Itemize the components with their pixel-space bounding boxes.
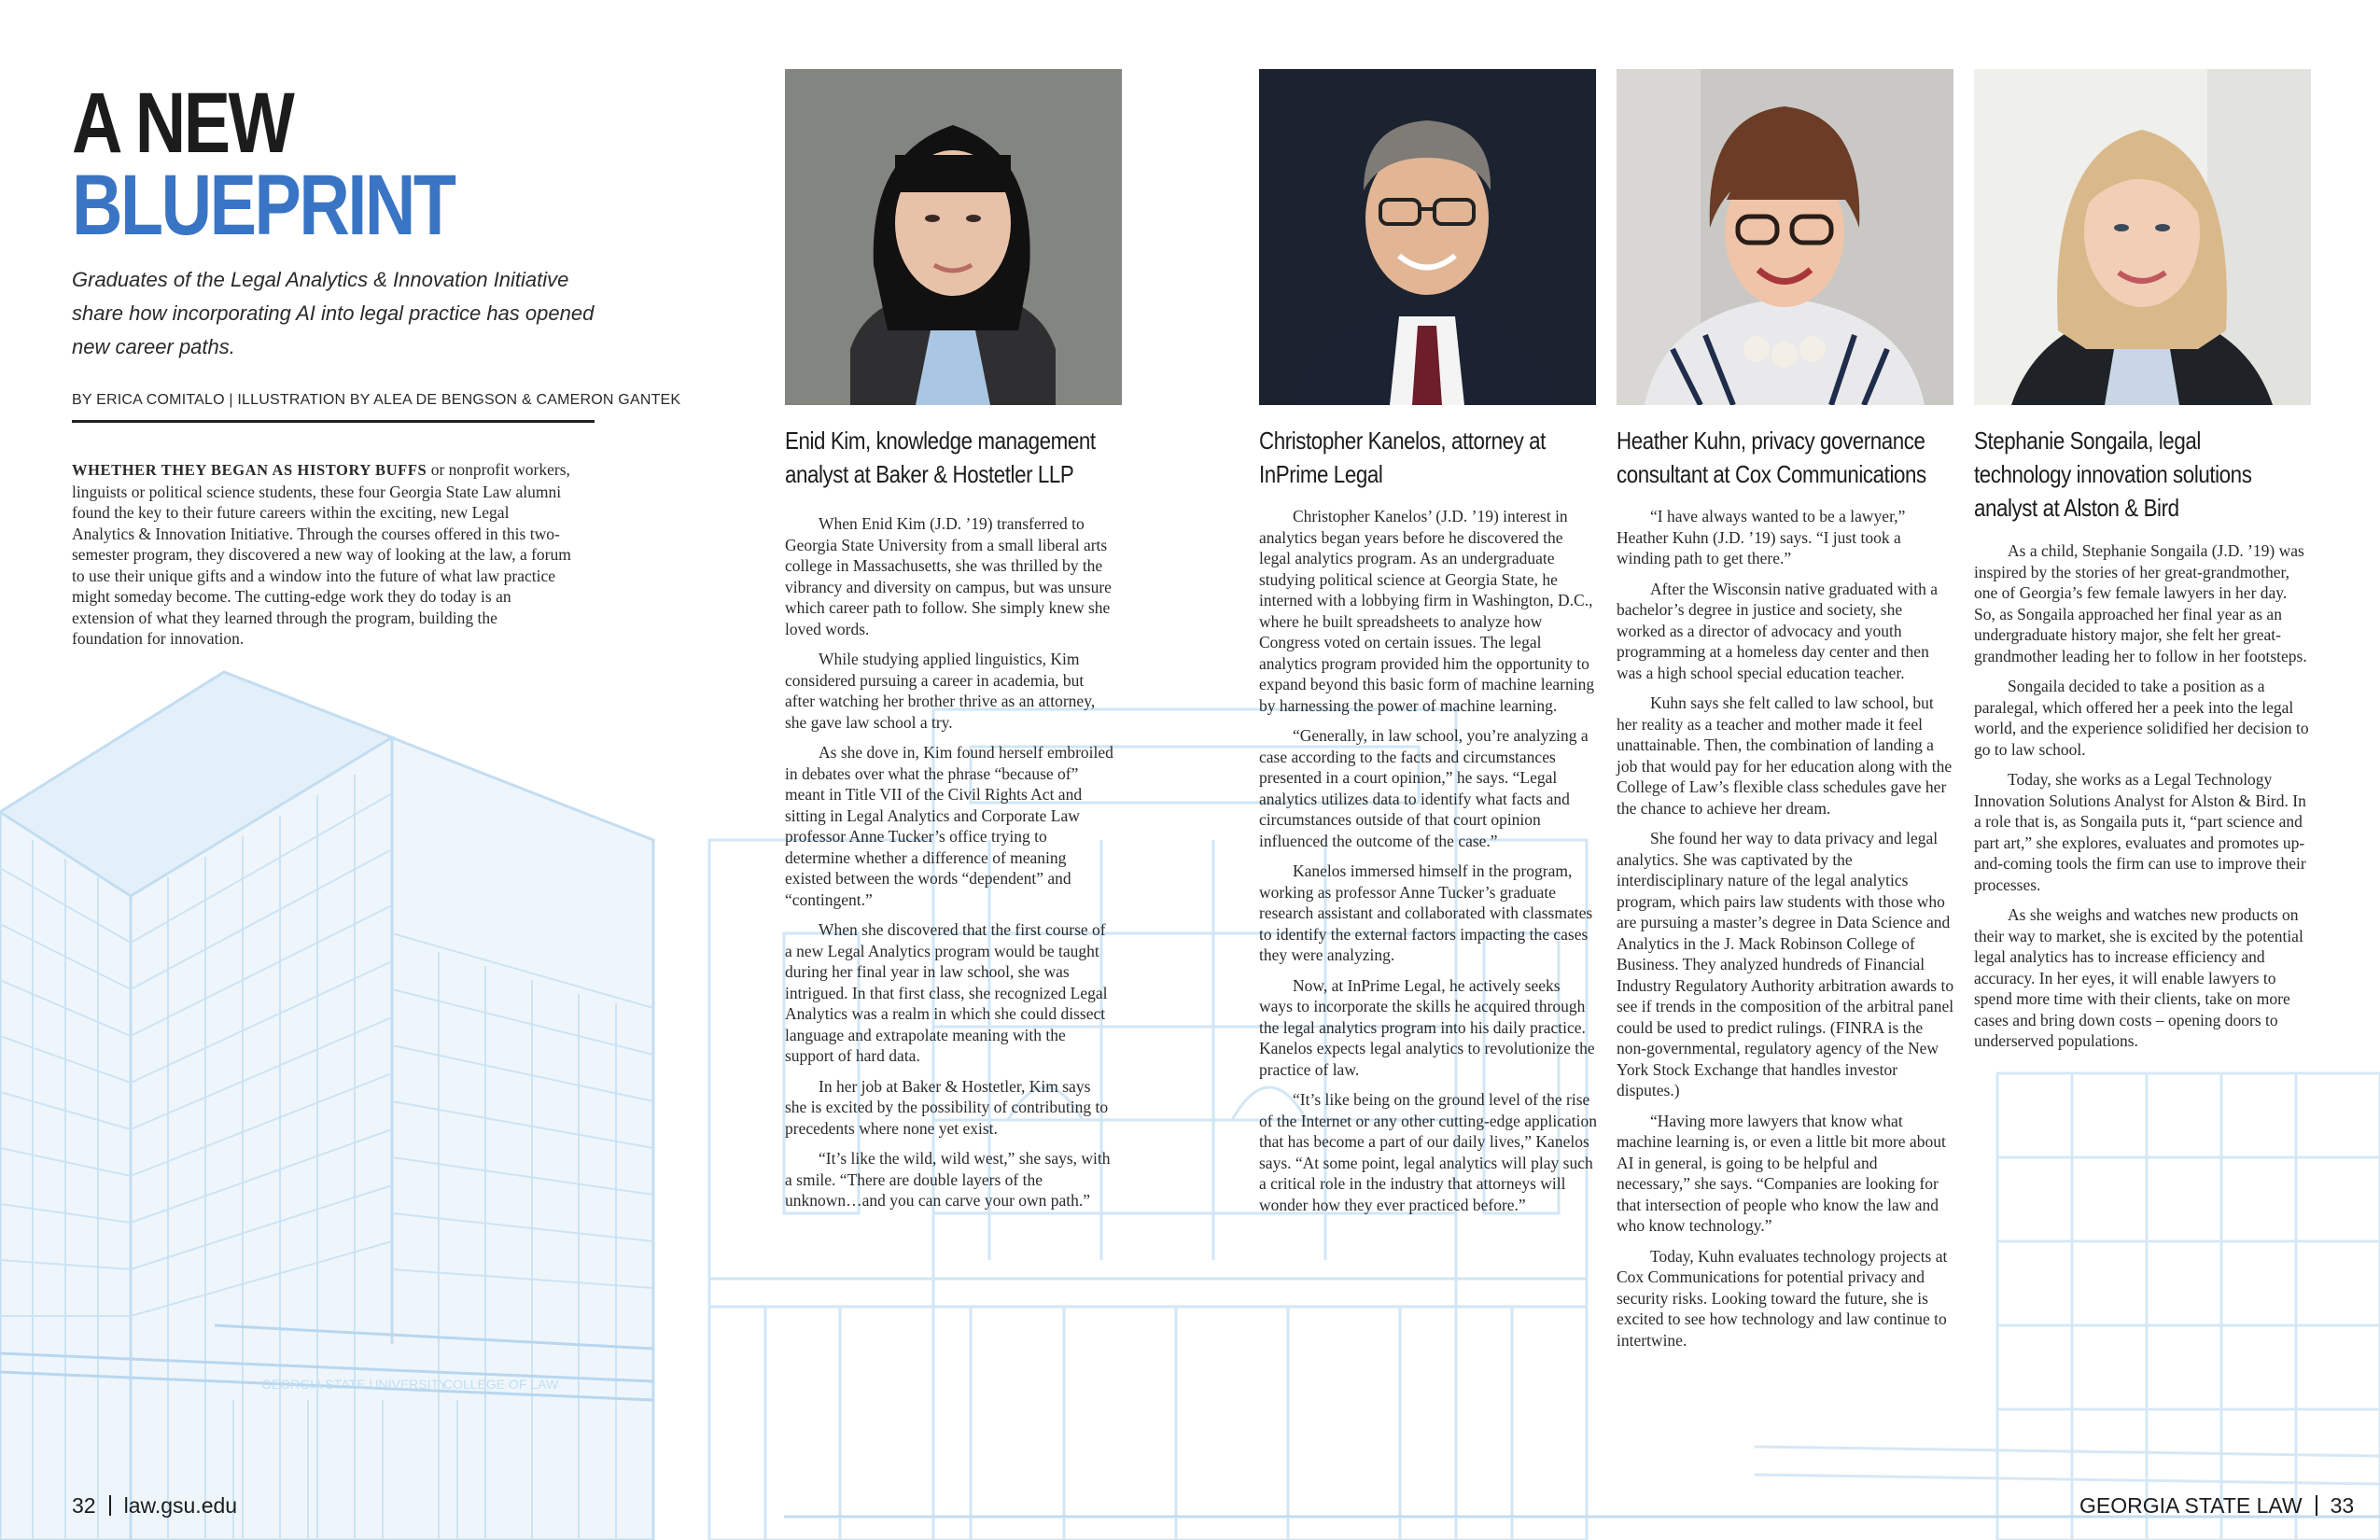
paragraph: As she weighs and watches new products on their way to market, she is excited by the potential legal analytics has to increase efficiency and accuracy. In her eyes, it will enable lawyers to spend more time with their clients, take on more cases and bring down costs – opening doors to underserved populations.: [1974, 905, 2303, 1050]
portrait-christopher-kanelos: [1259, 69, 1596, 405]
folio-left: [72, 1493, 237, 1519]
caption-line: Christopher Kanelos, attorney at: [1259, 427, 1546, 455]
paragraph: When she discovered that the first course of a new Legal Analytics program would be taught during her final year in law school, she was intrigued. In that first class, she recognized Legal Analytics was a realm in which she could dissect language and extrapolate meaning with the support of hard data.: [785, 920, 1108, 1065]
caption-christopher-kanelos: [1259, 424, 1614, 491]
intro-text: or nonprofit workers, linguists or political science students, these four Georgia State Law alumni found the key to their future careers within the exciting, new Legal Analytics & Innovation Initiative. Through the courses offered in this two-semester program, they discovered a new way of looking at the law, a forum to use their unique gifts and a window into the future of what law practice might someday become. The cutting-edge work they do today is an extension of what they learned through the program, building the foundation for innovation.: [72, 460, 571, 648]
paragraph: As a child, Stephanie Songaila (J.D. ’19) was inspired by the stories of her great-grandmother, one of Georgia’s few female lawyers in her day. So, as Songaila approached her final year as an undergraduate history major, she felt her great-grandmother leading her to follow in her footsteps.: [1974, 541, 2307, 665]
paragraph: “It’s like being on the ground level of the rise of the Internet or any other cutting-edge application that has become a part of our daily lives,” Kanelos says. “At some point, legal analytics will play such a critical role in the industry that attorneys will wonder how they ever practiced before.”: [1259, 1090, 1598, 1214]
headline-line-1: A NEW: [72, 76, 293, 171]
caption-heather-kuhn: [1617, 424, 1971, 491]
headline-line-2: BLUEPRINT: [72, 158, 455, 253]
article-column-stephanie-songaila: [1974, 540, 2312, 1061]
caption-enid-kim: [785, 424, 1140, 491]
article-column-christopher-kanelos: [1259, 506, 1597, 1225]
caption-line: Stephanie Songaila, legal: [1974, 427, 2201, 455]
paragraph: In her job at Baker & Hostetler, Kim says she is excited by the possibility of contributing to precedents where none yet exist.: [785, 1076, 1109, 1138]
headline: [72, 76, 595, 253]
paragraph: “Having more lawyers that know what machine learning is, or even a little bit more about AI in general, is going to be helpful and necessary,” she says. “Companies are looking for that intersection of people who know the law and who know technology.”: [1617, 1111, 1946, 1235]
caption-line: Enid Kim, knowledge management: [785, 427, 1096, 455]
paragraph: Today, she works as a Legal Technology Innovation Solutions Analyst for Alston & Bird. In a role that is, as Songaila puts it, “part science and part art,” she explores, evaluates and promotes up-and-coming tools the firm can use to improve their processes.: [1974, 770, 2306, 894]
intro-lead-in: WHETHER THEY BEGAN AS HISTORY BUFFS: [72, 461, 427, 479]
byline: BY ERICA COMITALO | ILLUSTRATION BY ALEA DE BENGSON & CAMERON GANTEK: [72, 392, 595, 423]
caption-stephanie-songaila: [1974, 424, 2329, 525]
portrait-heather-kuhn: [1617, 69, 1953, 405]
caption-line: consultant at Cox Communications: [1617, 460, 1926, 488]
deck-subtitle: Graduates of the Legal Analytics & Innovation Initiative share how incorporating AI into legal practice has opened new career paths.: [72, 268, 595, 358]
paragraph: She found her way to data privacy and legal analytics. She was captivated by the interdisciplinary nature of the legal analytics program, which pairs law students with those who are pursuing a master’s degree in Data Science and Analytics in the J. Mack Robinson College of Business. They analyzed hundreds of Financial Industry Regulatory Authority arbitration awards to see if trends in the composition of the arbitral panel could be used to predict rulings. (FINRA is the non-governmental, regulatory agency of the New York Stock Exchange that handles investor disputes.): [1617, 829, 1954, 1099]
folio-divider: [2316, 1495, 2317, 1516]
paragraph: Kanelos immersed himself in the program, working as professor Anne Tucker’s graduate research assistant and collaborated with classmates to identify the external factors impacting the cases they were analyzing.: [1259, 861, 1593, 964]
publication-title: GEORGIA STATE LAW: [2079, 1493, 2303, 1518]
intro-paragraph: [72, 459, 571, 650]
page-number-right: 33: [2330, 1493, 2355, 1518]
paragraph: While studying applied linguistics, Kim considered pursuing a career in academia, but after watching her brother thrive as an attorney, she gave law school a try.: [785, 650, 1096, 732]
caption-line: technology innovation solutions: [1974, 460, 2252, 488]
article-column-enid-kim: [785, 513, 1113, 1221]
portrait-stephanie-songaila: [1974, 69, 2311, 405]
page-number-left: 32: [72, 1493, 96, 1518]
folio-right: [2079, 1493, 2354, 1519]
paragraph: Christopher Kanelos’ (J.D. ’19) interest in analytics began years before he discovered the legal analytics program. As an undergraduate studying political science at Georgia State, he interned with a lobbying firm in Washington, D.C., where he built spreadsheets to analyze how Congress voted on certain issues. The legal analytics program provided him the opportunity to expand beyond this basic form of machine learning by harnessing the power of machine learning.: [1259, 507, 1595, 715]
caption-line: analyst at Baker & Hostetler LLP: [785, 460, 1074, 488]
signage-university: GEORGIA STATE UNIVERSITY: [261, 1377, 448, 1392]
paragraph: “I have always wanted to be a lawyer,” Heather Kuhn (J.D. ’19) says. “I just took a winding path to get there.”: [1617, 507, 1906, 567]
caption-line: InPrime Legal: [1259, 460, 1383, 488]
paragraph: As she dove in, Kim found herself embroiled in debates over what the phrase “because of” meant in Title VII of the Civil Rights Act and sitting in Legal Analytics and Corporate Law professor Anne Tucker’s office trying to determine whether a difference of meaning existed between the words “dependent” and “contingent.”: [785, 743, 1113, 909]
paragraph: Songaila decided to take a position as a paralegal, which offered her a peek into the legal world, and the experience solidified her decision to go to law school.: [1974, 677, 2309, 759]
caption-line: analyst at Alston & Bird: [1974, 494, 2179, 522]
paragraph: Kuhn says she felt called to law school, but her reality as a teacher and mother made it feel unattainable. Then, the combination of landing a job that would pay for her education along with the College of Law’s flexible class schedules gave her the chance to achieve her dream.: [1617, 693, 1953, 818]
paragraph: After the Wisconsin native graduated with a bachelor’s degree in justice and society, she worked as a director of advocacy and youth programming at a homeless day center and then was a high school special education teacher.: [1617, 579, 1939, 682]
portrait-enid-kim: [785, 69, 1122, 405]
article-column-heather-kuhn: [1617, 506, 1954, 1360]
paragraph: “Generally, in law school, you’re analyzing a case according to the facts and circumstances presented in a court opinion,” he says. “Legal analytics utilizes data to identify what facts and circumstances outside of that court opinion influenced the outcome of the case.”: [1259, 726, 1589, 850]
folio-divider: [109, 1495, 111, 1516]
paragraph: Today, Kuhn evaluates technology projects at Cox Communications for potential privacy and security risks. Looking toward the future, she is excited to see how technology and law continue to intertwine.: [1617, 1246, 1948, 1350]
paragraph: “It’s like the wild, wild west,” she says, with a smile. “There are double layers of the unknown…and you can carve your own path.”: [785, 1149, 1111, 1210]
signage-college: COLLEGE OF LAW: [443, 1377, 559, 1392]
website-link[interactable]: law.gsu.edu: [123, 1493, 238, 1518]
paragraph: Now, at InPrime Legal, he actively seeks ways to incorporate the skills he acquired through the legal analytics program into his daily practice. Kanelos expects legal analytics to revolutionize the practice of law.: [1259, 975, 1595, 1079]
paragraph: When Enid Kim (J.D. ’19) transferred to Georgia State University from a small liberal arts college in Massachusetts, she was thrilled by the vibrancy and diversity on campus, but was unsure which career path to follow. She simply knew she loved words.: [785, 514, 1112, 638]
caption-line: Heather Kuhn, privacy governance: [1617, 427, 1925, 455]
